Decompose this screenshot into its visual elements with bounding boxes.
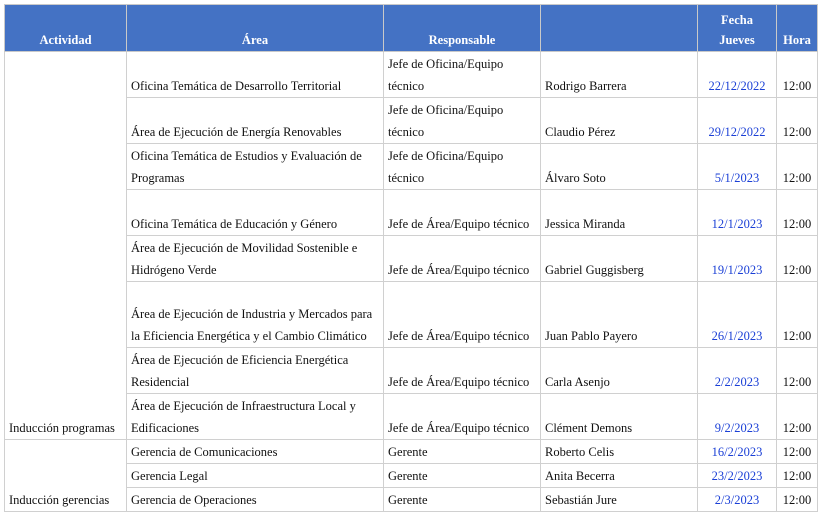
- fecha-cell: 5/1/2023: [698, 144, 777, 190]
- table-row: [5, 464, 818, 488]
- header-area: Área: [127, 5, 384, 52]
- nombre-cell: Sebastián Jure: [541, 488, 698, 512]
- responsable-cell: Gerente: [384, 488, 541, 512]
- table-row: [5, 348, 818, 394]
- area-cell: Oficina Temática de Desarrollo Territorial: [127, 52, 384, 98]
- responsable-cell: Jefe de Área/Equipo técnico: [384, 282, 541, 348]
- schedule-table: [4, 4, 818, 512]
- header-responsable: Responsable: [384, 5, 541, 52]
- fecha-cell: 16/2/2023: [698, 440, 777, 464]
- area-cell: Gerencia de Comunicaciones: [127, 440, 384, 464]
- responsable-cell: Jefe de Área/Equipo técnico: [384, 394, 541, 440]
- table-row: [5, 236, 818, 282]
- area-cell: Área de Ejecución de Eficiencia Energética Residencial: [127, 348, 384, 394]
- responsable-cell: Gerente: [384, 440, 541, 464]
- fecha-cell: 19/1/2023: [698, 236, 777, 282]
- header-fecha: Fecha Jueves: [698, 5, 777, 52]
- area-cell: Gerencia Legal: [127, 464, 384, 488]
- nombre-cell: Carla Asenjo: [541, 348, 698, 394]
- hora-cell: 12:00: [777, 190, 818, 236]
- responsable-cell: Gerente: [384, 464, 541, 488]
- fecha-cell: 23/2/2023: [698, 464, 777, 488]
- table-row: [5, 488, 818, 512]
- responsable-cell: Jefe de Área/Equipo técnico: [384, 236, 541, 282]
- table-row: [5, 282, 818, 348]
- fecha-cell: 26/1/2023: [698, 282, 777, 348]
- hora-cell: 12:00: [777, 488, 818, 512]
- area-cell: Área de Ejecución de Industria y Mercados para la Eficiencia Energética y el Cambio Climático: [127, 282, 384, 348]
- hora-cell: 12:00: [777, 394, 818, 440]
- table-row: [5, 52, 818, 98]
- nombre-cell: Clément Demons: [541, 394, 698, 440]
- nombre-cell: Anita Becerra: [541, 464, 698, 488]
- area-cell: Oficina Temática de Educación y Género: [127, 190, 384, 236]
- fecha-cell: 9/2/2023: [698, 394, 777, 440]
- fecha-cell: 22/12/2022: [698, 52, 777, 98]
- table-row: [5, 190, 818, 236]
- hora-cell: 12:00: [777, 144, 818, 190]
- fecha-cell: 29/12/2022: [698, 98, 777, 144]
- hora-cell: 12:00: [777, 52, 818, 98]
- nombre-cell: Gabriel Guggisberg: [541, 236, 698, 282]
- table-row: [5, 144, 818, 190]
- nombre-cell: Claudio Pérez: [541, 98, 698, 144]
- nombre-cell: Rodrigo Barrera: [541, 52, 698, 98]
- nombre-cell: Jessica Miranda: [541, 190, 698, 236]
- header-row: [5, 5, 818, 52]
- hora-cell: 12:00: [777, 236, 818, 282]
- table-row: [5, 98, 818, 144]
- area-cell: Área de Ejecución de Movilidad Sostenible e Hidrógeno Verde: [127, 236, 384, 282]
- responsable-cell: Jefe de Oficina/Equipo técnico: [384, 144, 541, 190]
- hora-cell: 12:00: [777, 98, 818, 144]
- header-actividad: Actividad: [5, 5, 127, 52]
- table-row: [5, 440, 818, 464]
- hora-cell: 12:00: [777, 348, 818, 394]
- responsable-cell: Jefe de Oficina/Equipo técnico: [384, 52, 541, 98]
- area-cell: Área de Ejecución de Infraestructura Local y Edificaciones: [127, 394, 384, 440]
- responsable-cell: Jefe de Área/Equipo técnico: [384, 190, 541, 236]
- header-hora: Hora: [777, 5, 818, 52]
- responsable-cell: Jefe de Área/Equipo técnico: [384, 348, 541, 394]
- table-body: [5, 52, 818, 512]
- nombre-cell: Juan Pablo Payero: [541, 282, 698, 348]
- area-cell: Área de Ejecución de Energía Renovables: [127, 98, 384, 144]
- area-cell: Gerencia de Operaciones: [127, 488, 384, 512]
- fecha-cell: 2/3/2023: [698, 488, 777, 512]
- table-row: [5, 394, 818, 440]
- nombre-cell: Roberto Celis: [541, 440, 698, 464]
- actividad-cell: Inducción programas: [5, 52, 127, 440]
- actividad-cell: Inducción gerencias: [5, 440, 127, 512]
- responsable-cell: Jefe de Oficina/Equipo técnico: [384, 98, 541, 144]
- hora-cell: 12:00: [777, 440, 818, 464]
- fecha-cell: 2/2/2023: [698, 348, 777, 394]
- fecha-cell: 12/1/2023: [698, 190, 777, 236]
- hora-cell: 12:00: [777, 282, 818, 348]
- area-cell: Oficina Temática de Estudios y Evaluación de Programas: [127, 144, 384, 190]
- hora-cell: 12:00: [777, 464, 818, 488]
- header-blank: [541, 5, 698, 52]
- nombre-cell: Álvaro Soto: [541, 144, 698, 190]
